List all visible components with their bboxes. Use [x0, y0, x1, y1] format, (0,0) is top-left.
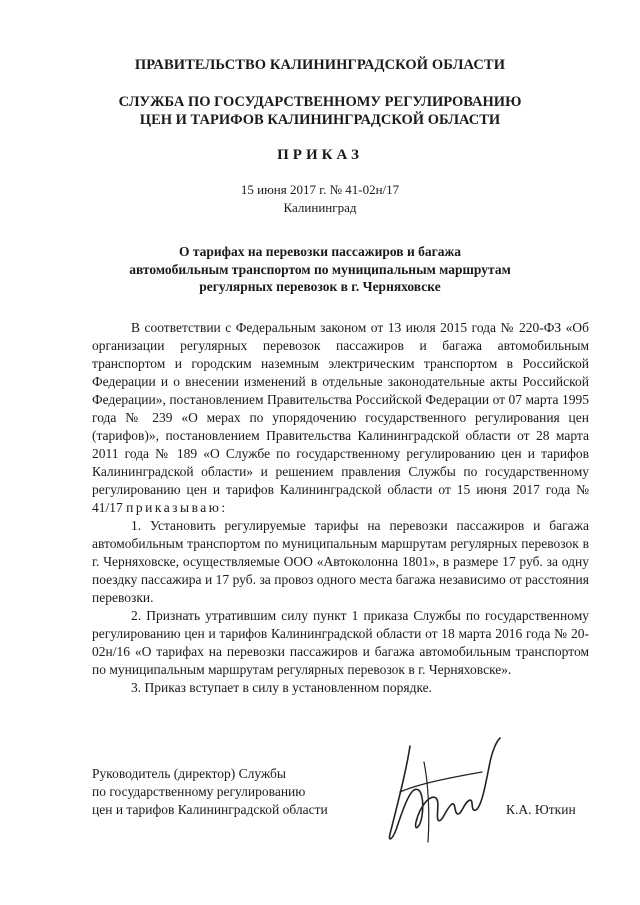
service-heading-line2: ЦЕН И ТАРИФОВ КАЛИНИНГРАДСКОЙ ОБЛАСТИ [139, 112, 501, 128]
service-heading [0, 93, 640, 129]
subject-line3: регулярных перевозок в г. Черняховске [199, 279, 441, 294]
handwritten-signature [378, 732, 508, 850]
order-item-1: 1. Установить регулируемые тарифы на перевозки пассажиров и багажа автомобильным транспортом по муниципальным маршрутам регулярных перевозок в г. Черняховске, осуществляемые ООО «Автоколонна 1801», в размере 17 руб. за одну поездку пассажира и 17 руб. за провоз одного места багажа независимо от расстояния перевозки. [92, 518, 589, 605]
order-body [92, 319, 589, 697]
subject-line2: автомобильным транспортом по муниципальным маршрутам [129, 261, 511, 277]
position-line3: цен и тарифов Калининградской области [92, 802, 328, 817]
order-date-number: 15 июня 2017 г. № 41-02н/17 [240, 182, 400, 197]
order-item-3: 3. Приказ вступает в силу в установленном порядке. [131, 680, 433, 695]
orders-word: приказываю: [126, 500, 228, 515]
position-line1: Руководитель (директор) Службы [92, 766, 286, 781]
order-city: Калининград [283, 200, 357, 215]
subject-line1: О тарифах на перевозки пассажиров и багажа [178, 244, 462, 259]
signatory-name: К.А. Юткин [506, 802, 576, 817]
preamble-text: В соответствии с Федеральным законом от 13 июля 2015 года № 220-ФЗ «Об организации регулярных перевозок пассажиров и багажа автомобильным транспортом и городским наземным электрическим транспортом в Российской Федерации и о внесении изменений в отдельные законодательные акты Российской Федерации», постановлением Правительства Российской Федерации от 07 марта 1995 года № 239 «О мерах по упорядочению государственного регулирования цен (тарифов)», постановлением Правительства Калининградской области от 28 марта 2011 года № 189 «О Службе по государственному регулированию цен и тарифов Калининградской области» и решением правления Службы по государственному регулированию цен и тарифов Калининградской области от 15 июня 2017 года № 41/17 [92, 320, 589, 515]
order-subject [0, 243, 640, 296]
order-title: ПРИКАЗ [277, 147, 363, 163]
preamble-paragraph [92, 319, 589, 517]
position-line2: по государственному регулированию [92, 784, 306, 799]
signatory-position [92, 765, 328, 819]
order-date-block [0, 181, 640, 217]
service-heading-line1: СЛУЖБА ПО ГОСУДАРСТВЕННОМУ РЕГУЛИРОВАНИЮ [118, 94, 522, 110]
government-heading: ПРАВИТЕЛЬСТВО КАЛИНИНГРАДСКОЙ ОБЛАСТИ [134, 57, 506, 73]
order-item-2: 2. Признать утратившим силу пункт 1 приказа Службы по государственному регулированию цен и тарифов Калининградской области от 18 марта 2016 года № 20-02н/16 «О тарифах на перевозки пассажиров и багажа автомобильным транспортом по муниципальным маршрутам регулярных перевозок в г. Черняховске». [92, 608, 589, 677]
